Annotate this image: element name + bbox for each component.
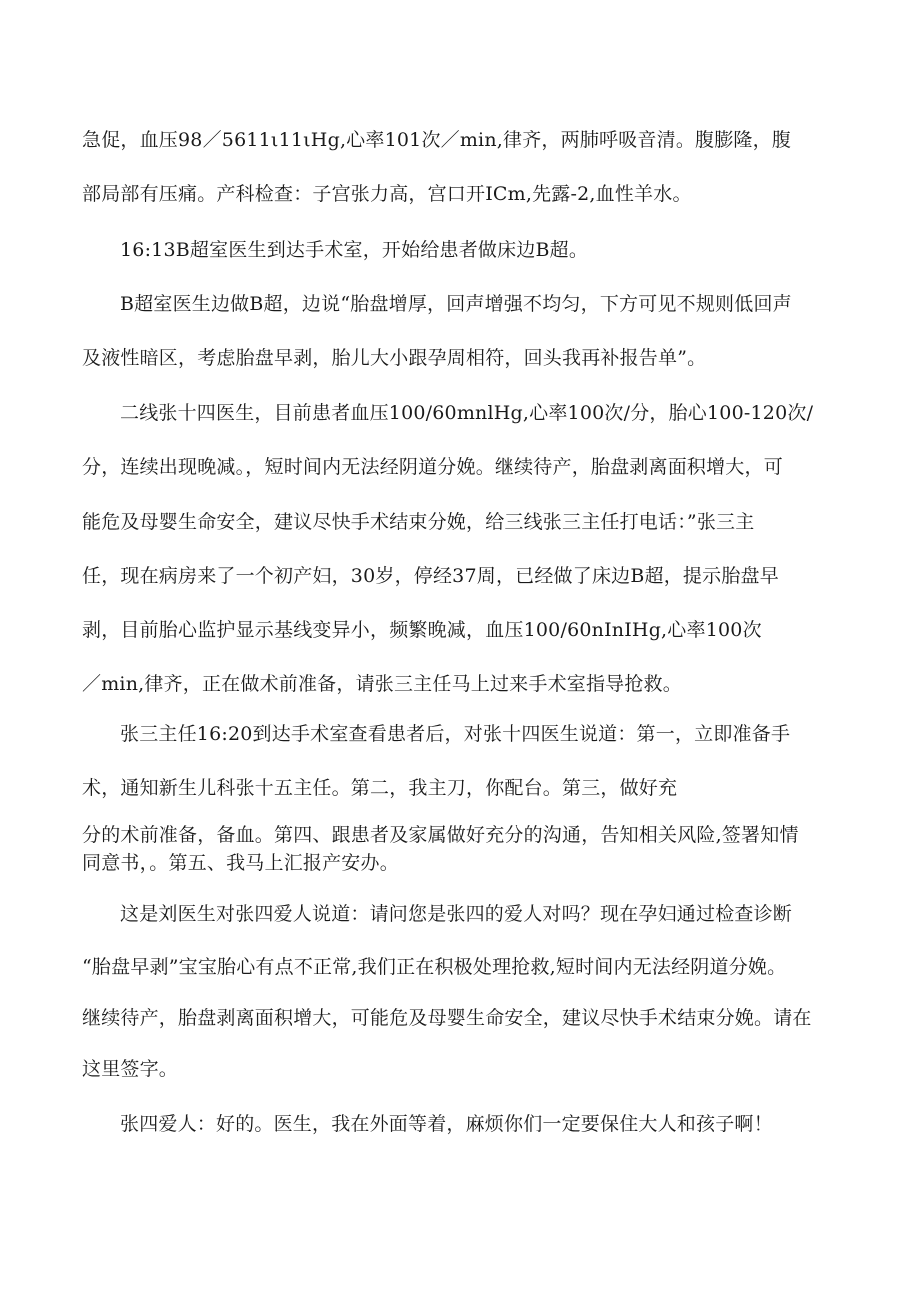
text-line: 这是刘医生对张四爱人说道：请问您是张四的爱人对吗？现在孕妇通过检查诊断 (120, 903, 793, 925)
text-line: 分的术前准备，备血。第四、跟患者及家属做好充分的沟通，告知相关风险,签署知情 (82, 824, 799, 846)
text-line: ／min,律齐，正在做术前准备，请张三主任马上过来手术室指导抢救。 (82, 673, 682, 695)
text-line: 术，通知新生儿科张十五主任。第二，我主刀，你配台。第三，做好充 (82, 777, 678, 799)
text-line: 这里签字。 (82, 1058, 179, 1080)
text-line: 急促，血压98／5611ι11ιHg,心率101次／min,律齐，两肺呼吸音清。腹膨隆，腹 (82, 129, 792, 151)
text-line: 二线张十四医生，目前患者血压100/60mnlHg,心率100次/分，胎心100-120次/ (120, 402, 814, 424)
text-line: 剥，目前胎心监护显示基线变异小，频繁晚减，血压100/60nInIHg,心率100次 (82, 619, 762, 641)
text-line: 继续待产，胎盘剥离面积增大，可能危及母婴生命安全，建议尽快手术结束分娩。请在 (82, 1007, 812, 1029)
text-line: 同意书，。第五、我马上汇报产安办。 (82, 852, 399, 874)
text-line: 部局部有压痛。产科检查：子宫张力高，宫口开ICm,先露-2,血性羊水。 (82, 183, 692, 205)
text-line: 张四爱人：好的。医生，我在外面等着，麻烦你们一定要保住大人和孩子啊！ (120, 1113, 773, 1135)
text-line: 及液性暗区，考虑胎盘早剥，胎儿大小跟孕周相符，回头我再补报告单”。 (82, 347, 707, 369)
text-line: “胎盘早剥”宝宝胎心有点不正常,我们正在积极处理抢救,短时间内无法经阴道分娩。 (82, 956, 787, 978)
text-line: 16:13B超室医生到达手术室，开始给患者做床边B超。 (120, 239, 589, 261)
text-line: 任，现在病房来了一个初产妇，30岁，停经37周，已经做了床边B超，提示胎盘早 (82, 565, 779, 587)
text-line: 分，连续出现晚减。，短时间内无法经阴道分娩。继续待产，胎盘剥离面积增大，可 (82, 456, 783, 478)
text-line: B超室医生边做B超，边说“胎盘增厚，回声增强不均匀，下方可见不规则低回声 (120, 293, 792, 315)
text-line: 张三主任16:20到达手术室查看患者后，对张十四医生说道：第一，立即准备手 (120, 723, 791, 745)
text-line: 能危及母婴生命安全，建议尽快手术结束分娩，给三线张三主任打电话：”张三主 (82, 511, 755, 533)
